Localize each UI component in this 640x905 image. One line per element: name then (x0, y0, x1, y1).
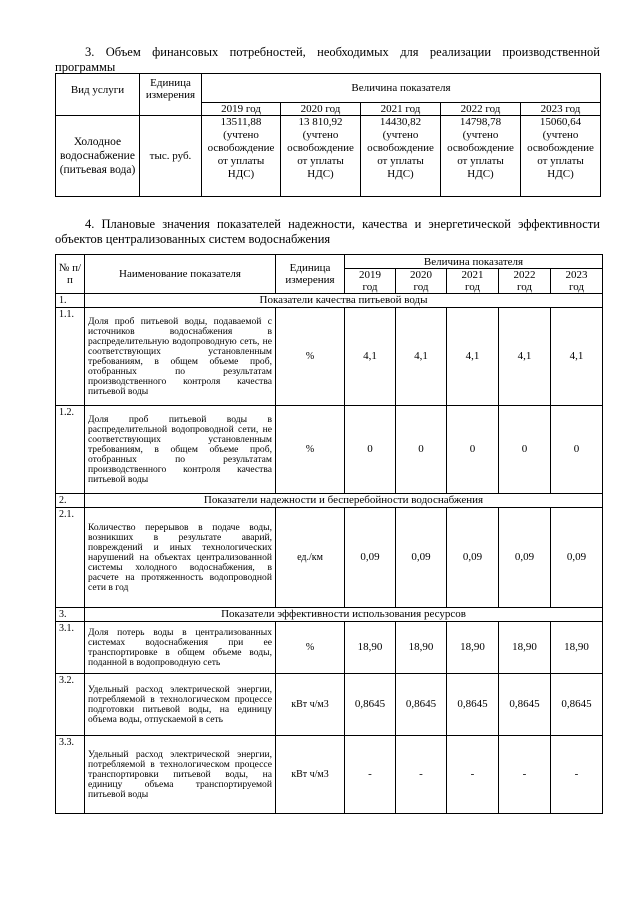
header-name: Наименование показателя (85, 255, 276, 294)
section-row (56, 608, 603, 622)
unit-cell: тыс. руб. (140, 116, 202, 197)
row-number: 2. (56, 494, 85, 508)
row-number: 2.1. (56, 508, 85, 608)
service-name: Холодное водоснабжение (питьевая вода) (56, 116, 140, 197)
value-cell: 0,09 (396, 508, 447, 608)
value-cell: - (551, 736, 603, 814)
value-cell: 13511,88 (учтено освобождение от уплаты НДС) (202, 116, 281, 197)
section-4-heading (55, 217, 600, 247)
financial-needs-table (55, 73, 601, 197)
value-cell: 18,90 (345, 622, 396, 674)
section-title: Показатели эффективности использования ресурсов (85, 608, 603, 622)
value-cell: 18,90 (499, 622, 551, 674)
header-year: 2022 год (499, 269, 551, 294)
unit-cell: % (276, 622, 345, 674)
row-number: 3. (56, 608, 85, 622)
value-cell: 0,09 (447, 508, 499, 608)
row-number: 3.1. (56, 622, 85, 674)
row-number: 3.3. (56, 736, 85, 814)
value-cell: 14798,78 (учтено освобождение от уплаты НДС) (441, 116, 521, 197)
section-row (56, 494, 603, 508)
section-4-heading-line1: 4. Плановые значения показателей надежности, качества и энергетической эффективности (85, 217, 600, 231)
table-row (56, 116, 601, 197)
header-year: 2019 год (345, 269, 396, 294)
indicator-name: Доля проб питьевой воды в распределительной водопроводной сети, не соответствующих установленным требованиям, в общем объеме проб, отобранных по результатам производственного контроля качества питьевой воды (85, 406, 276, 494)
section-title: Показатели качества питьевой воды (85, 294, 603, 308)
value-cell: 0,8645 (551, 674, 603, 736)
header-number: № п/п (56, 255, 85, 294)
header-unit: Единица измерения (276, 255, 345, 294)
indicator-name: Удельный расход электрической энергии, потребляемой в технологическом процессе подготовки питьевой воды, на единицу объема воды, отпускаемой в сеть (85, 674, 276, 736)
header-year: 2023 год (551, 269, 603, 294)
value-cell: 0,8645 (499, 674, 551, 736)
value-cell: 4,1 (396, 308, 447, 406)
indicator-name: Удельный расход электрической энергии, потребляемой в технологическом процессе транспортировки питьевой воды, на единицу объема транспортируемой питьевой воды (85, 736, 276, 814)
section-3-heading (55, 45, 600, 75)
unit-cell: ед./км (276, 508, 345, 608)
table-row (56, 674, 603, 736)
value-cell: 0 (499, 406, 551, 494)
value-cell: 0 (447, 406, 499, 494)
header-service: Вид услуги (56, 74, 140, 116)
value-cell: 4,1 (499, 308, 551, 406)
value-cell: - (396, 736, 447, 814)
header-value: Величина показателя (345, 255, 603, 269)
value-cell: 13 810,92 (учтено освобождение от уплаты НДС) (281, 116, 361, 197)
value-cell: 18,90 (396, 622, 447, 674)
value-cell: 14430,82 (учтено освобождение от уплаты НДС) (361, 116, 441, 197)
table-row (56, 736, 603, 814)
section-3-heading-line2: программы (55, 60, 116, 74)
indicator-name: Доля потерь воды в централизованных системах водоснабжения при ее транспортировке в общем объеме воды, поданной в водопроводную сеть (85, 622, 276, 674)
unit-cell: % (276, 308, 345, 406)
unit-cell: % (276, 406, 345, 494)
value-cell: 0 (345, 406, 396, 494)
table-row (56, 308, 603, 406)
section-3-heading-line1: 3. Объем финансовых потребностей, необходимых для реализации производственной (85, 45, 600, 59)
value-cell: - (447, 736, 499, 814)
header-year: 2023 год (521, 103, 601, 116)
value-cell: 18,90 (551, 622, 603, 674)
value-cell: 0,09 (551, 508, 603, 608)
unit-cell: кВт ч/м3 (276, 736, 345, 814)
value-cell: 0,8645 (447, 674, 499, 736)
value-cell: 0,8645 (396, 674, 447, 736)
row-number: 1.2. (56, 406, 85, 494)
header-unit: Единица измерения (140, 74, 202, 116)
value-cell: 0,09 (345, 508, 396, 608)
value-cell: - (345, 736, 396, 814)
section-4-heading-line2: объектов централизованных систем водоснабжения (55, 232, 331, 246)
value-cell: 0 (551, 406, 603, 494)
indicator-name: Доля проб питьевой воды, подаваемой с источников водоснабжения в распределительную водопроводную сеть, не соответствующих установленным требованиям, в общем объеме проб, отобранных по результатам производственного контроля качества питьевой воды (85, 308, 276, 406)
header-year: 2022 год (441, 103, 521, 116)
value-cell: 15060,64 (учтено освобождение от уплаты НДС) (521, 116, 601, 197)
indicators-table (55, 254, 603, 814)
value-cell: 0 (396, 406, 447, 494)
value-cell: 4,1 (345, 308, 396, 406)
header-year: 2021 год (447, 269, 499, 294)
row-number: 1. (56, 294, 85, 308)
unit-cell: кВт ч/м3 (276, 674, 345, 736)
value-cell: - (499, 736, 551, 814)
table-row (56, 622, 603, 674)
value-cell: 4,1 (447, 308, 499, 406)
header-year: 2019 год (202, 103, 281, 116)
indicator-name: Количество перерывов в подаче воды, возникших в результате аварий, повреждений и иных технологических нарушений на объектах централизованной системы холодного водоснабжения, в расчете на протяженность водопроводной сети в год (85, 508, 276, 608)
table-row (56, 508, 603, 608)
row-number: 3.2. (56, 674, 85, 736)
section-title: Показатели надежности и бесперебойности водоснабжения (85, 494, 603, 508)
value-cell: 4,1 (551, 308, 603, 406)
value-cell: 0,8645 (345, 674, 396, 736)
value-cell: 18,90 (447, 622, 499, 674)
header-value: Величина показателя (202, 74, 601, 103)
header-year: 2020 год (281, 103, 361, 116)
header-year: 2021 год (361, 103, 441, 116)
table-row (56, 406, 603, 494)
header-year: 2020 год (396, 269, 447, 294)
value-cell: 0,09 (499, 508, 551, 608)
section-row (56, 294, 603, 308)
row-number: 1.1. (56, 308, 85, 406)
